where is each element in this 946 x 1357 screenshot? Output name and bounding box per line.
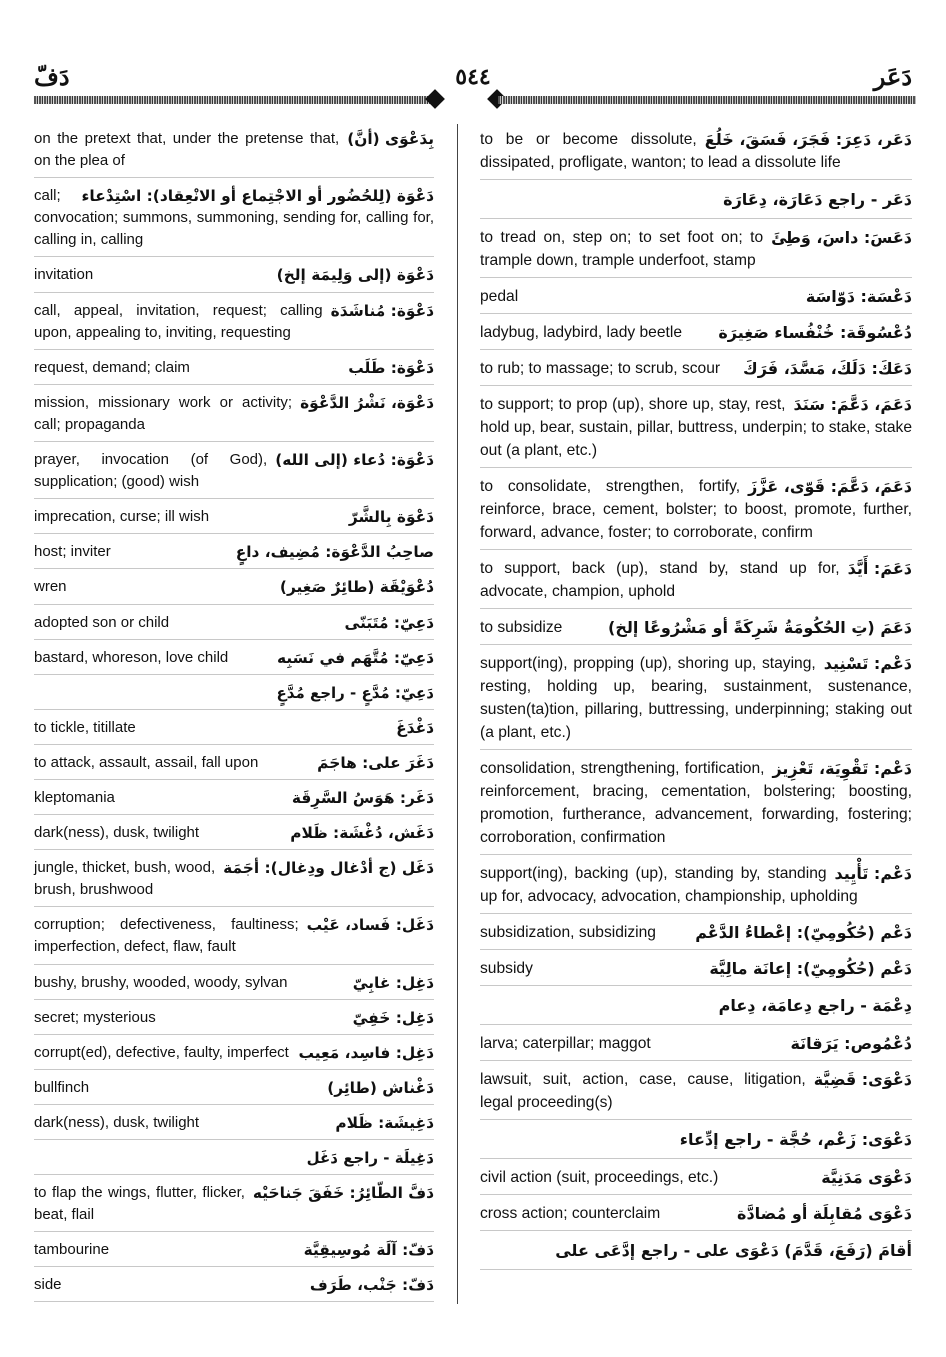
dictionary-entry	[480, 1068, 912, 1120]
dictionary-entry	[34, 1042, 434, 1070]
english-definition: to tickle, titillate	[34, 718, 136, 736]
dictionary-entry	[34, 128, 434, 178]
english-definition: to tread on, step on; to set foot on; to trample down, trample underfoot, stamp	[480, 229, 764, 269]
arabic-headword: صاحِبُ الدَّعْوَة: مُضِيف، داعٍ	[235, 543, 434, 562]
english-definition: subsidy	[480, 960, 533, 977]
arabic-headword: دَعْوَى مَدَنِيَّة	[821, 1168, 912, 1187]
arabic-headword: دَعْوَة بِالشَّرّ	[348, 508, 434, 527]
english-definition: to attack, assault, assail, fall upon	[34, 753, 259, 771]
english-definition: bastard, whoreson, love child	[34, 648, 229, 666]
arabic-headword: دُعْوَيْقَة (طائِرٌ صَغِير)	[279, 578, 434, 597]
dictionary-entry	[34, 576, 434, 604]
dictionary-entry	[34, 717, 434, 745]
arabic-headword: دَعَمَ، دَعَّمَ: قَوّى، عَزَّزَ	[748, 477, 912, 496]
english-definition: larva; caterpillar; maggot	[480, 1035, 651, 1052]
arabic-headword: دَغَش، دُغْشَة: ظَلام	[290, 824, 434, 843]
page-number: ٥٤٤	[455, 64, 491, 90]
dictionary-entry	[34, 857, 434, 907]
arabic-headword: دَعَر، دَعِرَ: فَجَرَ، فَسَقَ، خَلُعَ	[704, 130, 912, 149]
dictionary-entry	[34, 264, 434, 292]
english-definition: dark(ness), dusk, twilight	[34, 1113, 200, 1131]
arabic-headword: دَعْم: تَقْوِيَة، تَعْزِيز	[772, 759, 912, 778]
arabic-headword: دَعْوَة (إلى وَلِيمَة إلخ)	[276, 266, 434, 285]
dictionary-entry	[34, 752, 434, 780]
arabic-headword: دَغِل: غابِيّ	[352, 973, 434, 992]
english-definition: civil action (suit, proceedings, etc.)	[480, 1169, 719, 1186]
arabic-headword: دَغْناش (طائِر)	[327, 1078, 434, 1097]
arabic-headword: دَعَمَ: أَيَّدَ	[847, 559, 912, 578]
dictionary-entry	[480, 357, 912, 386]
right-guide-word: دَعَر	[873, 62, 912, 91]
english-definition: request, demand; claim	[34, 358, 190, 376]
right-column	[480, 128, 912, 1317]
arabic-headword: دَغَل: فَساد، عَيْب	[306, 916, 434, 935]
arabic-headword: دَفَّ الطّائِرُ: خَفَقَ جَناحَيْه	[252, 1184, 434, 1203]
arabic-headword: دُعْسُوقَة: خُنْفُساء صَغِيرَة	[718, 323, 912, 342]
english-definition: side	[34, 1276, 62, 1294]
arabic-headword: دَعِيّ: مُتَّهَم في نَسَبِه	[277, 648, 434, 667]
dictionary-entry	[34, 1112, 434, 1140]
english-definition: to be or become dissolute, dissipated, profligate, wanton; to lead a dissolute life	[480, 131, 841, 171]
dictionary-entry	[480, 957, 912, 986]
arabic-headword: دَعْم: تَأْيِيد	[834, 864, 912, 883]
column-divider	[457, 124, 458, 1304]
english-definition: to support; to prop (up), shore up, stay, rest, hold up, bear, sustain, pillar, buttress, underpin; to stake, stake out (a plant, etc.)	[480, 396, 912, 459]
arabic-headword: دَغِل: خَفِيّ	[352, 1008, 434, 1027]
dictionary-entry	[34, 449, 434, 499]
dictionary-entry	[34, 914, 434, 964]
english-definition: dark(ness), dusk, twilight	[34, 824, 200, 842]
dictionary-entry	[480, 128, 912, 180]
dictionary-entry	[480, 475, 912, 550]
english-definition: mission, missionary work or activity; call; propaganda	[34, 393, 293, 433]
english-definition: imprecation, curse; ill wish	[34, 508, 210, 526]
english-definition: to support, back (up), stand by, stand up for, advocate, champion, uphold	[480, 560, 840, 600]
dictionary-entry	[34, 612, 434, 640]
arabic-headword: دَعْوَى: قَضِيَّة	[813, 1070, 912, 1089]
header-rule-left	[34, 96, 430, 104]
dictionary-entry	[480, 757, 912, 855]
english-definition: invitation	[34, 266, 94, 284]
dictionary-entry	[34, 1007, 434, 1035]
english-definition: jungle, thicket, bush, wood, brush, brushwood	[34, 859, 216, 899]
dictionary-entry	[34, 822, 434, 850]
arabic-headword: دَعْوَة: دُعاء (إلى الله)	[275, 451, 434, 470]
dictionary-entry	[34, 1077, 434, 1105]
english-definition: tambourine	[34, 1241, 110, 1259]
cross-reference-entry: دِعْمَة - راجع دِعامَة، دِعام	[480, 993, 912, 1025]
arabic-headword: دُعْمُوص: يَرَقانَة	[790, 1034, 912, 1053]
arabic-headword: دَفّ: جَنْب، طَرَف	[309, 1276, 434, 1295]
dictionary-entry	[480, 1202, 912, 1231]
arabic-headword: دَعْوَة، نَشْرُ الدَّعْوَة	[300, 393, 434, 412]
dictionary-entry	[480, 652, 912, 750]
english-definition: lawsuit, suit, action, case, cause, litigation, legal proceeding(s)	[480, 1071, 806, 1111]
arabic-headword: دَعْم (حُكُومِيّ): إعانَة مالِيَّة	[709, 959, 912, 978]
arabic-headword: دَعْم (حُكُومِيّ): إعْطاءُ الدَّعْم	[695, 923, 912, 942]
arabic-headword: دَغَر: هَوَسُ السَّرِقَة	[291, 788, 434, 807]
dictionary-entry	[34, 357, 434, 385]
arabic-headword: دَغِيشَة: ظَلام	[335, 1113, 434, 1132]
dictionary-entry	[480, 616, 912, 645]
english-definition: consolidation, strengthening, fortification, reinforcement, bracing, cementation, bolstering; boosting, promotion, furtherance, advancement, forwarding, fostering; corroboration, confirmation	[480, 760, 912, 846]
arabic-headword: دَعْسَة: دَوّاسَة	[805, 287, 912, 306]
arabic-headword: دَغَل (ج أدْغال ودِغال): أجَمَة	[223, 859, 434, 878]
english-definition: to consolidate, strengthen, fortify, reinforce, brace, cement, bolster; to boost, promote, further, forward, advance, foster; to corroborate, confirm	[480, 478, 912, 541]
english-definition: corruption; defectiveness, faultiness; imperfection, defect, flaw, fault	[34, 916, 299, 956]
arabic-headword: دَغْدَغَ	[396, 718, 434, 737]
dictionary-entry	[480, 921, 912, 950]
dictionary-entry	[34, 506, 434, 534]
dictionary-entry	[34, 972, 434, 1000]
english-definition: bullfinch	[34, 1078, 90, 1096]
cross-reference-entry: دَغِيلَة - راجع دَغَل	[34, 1147, 434, 1175]
cross-reference-entry: أقامَ (رَفَعَ، قَدَّمَ) دَعْوَى على - راجع إدَّعَى على	[480, 1238, 912, 1270]
cross-reference-entry: دَعِيّ: مُدَّعٍ - راجع مُدَّعٍ	[34, 682, 434, 710]
dictionary-entry	[34, 300, 434, 350]
arabic-headword: دَغَرَ على: هاجَمَ	[317, 753, 434, 772]
english-definition: adopted son or child	[34, 613, 170, 631]
arabic-headword: دَعَمَ، دَعَّمَ: سَنَدَ	[793, 395, 912, 414]
arabic-headword: دَعْم: تَسْنِيد	[823, 654, 912, 673]
english-definition: support(ing), propping (up), shoring up, staying, resting, holding up, bearing, sustainment, sustenance, susten(ta)tion, pillaring, buttressing, underpinning; staking out (a plant, etc.)	[480, 655, 912, 741]
arabic-headword: دَعَمَ (تِ الحُكُومَةُ شَرِكَةً أو مَشْرُوعًا إلخ)	[608, 618, 912, 637]
arabic-headword: دَعِيّ: مُتَبَنّى	[344, 613, 434, 632]
english-definition: pedal	[480, 288, 519, 305]
dictionary-entry	[34, 787, 434, 815]
dictionary-entry	[480, 1032, 912, 1061]
dictionary-entry	[34, 541, 434, 569]
english-definition: prayer, invocation (of God), supplication; (good) wish	[34, 451, 268, 491]
dictionary-entry	[34, 1182, 434, 1232]
english-definition: ladybug, ladybird, lady beetle	[480, 324, 682, 341]
english-definition: subsidization, subsidizing	[480, 924, 656, 941]
english-definition: kleptomania	[34, 788, 115, 806]
arabic-headword: بِدَعْوَى (أنَّ)	[347, 130, 434, 148]
english-definition: to subsidize	[480, 619, 563, 636]
arabic-headword: دَعَكَ: دَلَكَ، مَسَّدَ، فَرَكَ	[743, 359, 912, 378]
english-definition: host; inviter	[34, 543, 111, 561]
arabic-headword: دَعْوَة (لِلحُضُور أو الاجْتِماع أو الانْعِقاد): اسْتِدْعاء	[81, 187, 434, 206]
arabic-headword: دَعْوَة: مُناشَدَة	[330, 301, 434, 320]
english-definition: wren	[34, 578, 67, 596]
dictionary-entry	[34, 392, 434, 442]
dictionary-entry	[480, 557, 912, 609]
english-definition: to flap the wings, flutter, flicker, beat, flail	[34, 1184, 245, 1224]
english-definition: cross action; counterclaim	[480, 1205, 661, 1222]
left-column	[34, 128, 434, 1317]
dictionary-entry	[480, 1166, 912, 1195]
dictionary-entry	[480, 285, 912, 314]
cross-reference-entry: دَعَر - راجع دَعَارَة، دِعَارَة	[480, 187, 912, 219]
english-definition: to rub; to massage; to scrub, scour	[480, 360, 721, 377]
cross-reference-entry: دَعْوَى: زَعْم، حُجَّة - راجع إدِّعاء	[480, 1127, 912, 1159]
dictionary-entry	[34, 647, 434, 675]
english-definition: support(ing), backing (up), standing by, standing up for, advocacy, advocation, championship, upholding	[480, 865, 858, 905]
dictionary-entry	[34, 1239, 434, 1267]
english-definition: bushy, brushy, wooded, woody, sylvan	[34, 973, 288, 991]
dictionary-entry	[480, 321, 912, 350]
dictionary-entry	[480, 862, 912, 914]
arabic-headword: دَفّ: آلَة مُوسِيقِيَّة	[303, 1241, 434, 1260]
arabic-headword: دَغِل: فاسِد، مَعِيب	[298, 1043, 434, 1062]
arabic-headword: دَعْوَة: طَلَب	[348, 358, 434, 377]
dictionary-entry	[34, 185, 434, 257]
english-definition: on the pretext that, under the pretense that, on the plea of	[34, 130, 340, 170]
english-definition: corrupt(ed), defective, faulty, imperfect	[34, 1043, 289, 1061]
header-rule-right	[498, 96, 916, 104]
english-definition: call; convocation; summons, summoning, sending for, calling for, calling in, calling	[34, 187, 434, 249]
left-guide-word: دَفّ	[34, 62, 70, 91]
dictionary-entry	[480, 393, 912, 468]
english-definition: call, appeal, invitation, request; calling upon, appealing to, inviting, requesting	[34, 301, 323, 341]
dictionary-entry	[34, 1274, 434, 1302]
arabic-headword: دَعْوَى مُقابِلَة أو مُضادَّة	[737, 1204, 912, 1223]
arabic-headword: دَعَسَ: داسَ، وَطِئَ	[771, 228, 912, 247]
dictionary-entry	[480, 226, 912, 278]
english-definition: secret; mysterious	[34, 1008, 156, 1026]
